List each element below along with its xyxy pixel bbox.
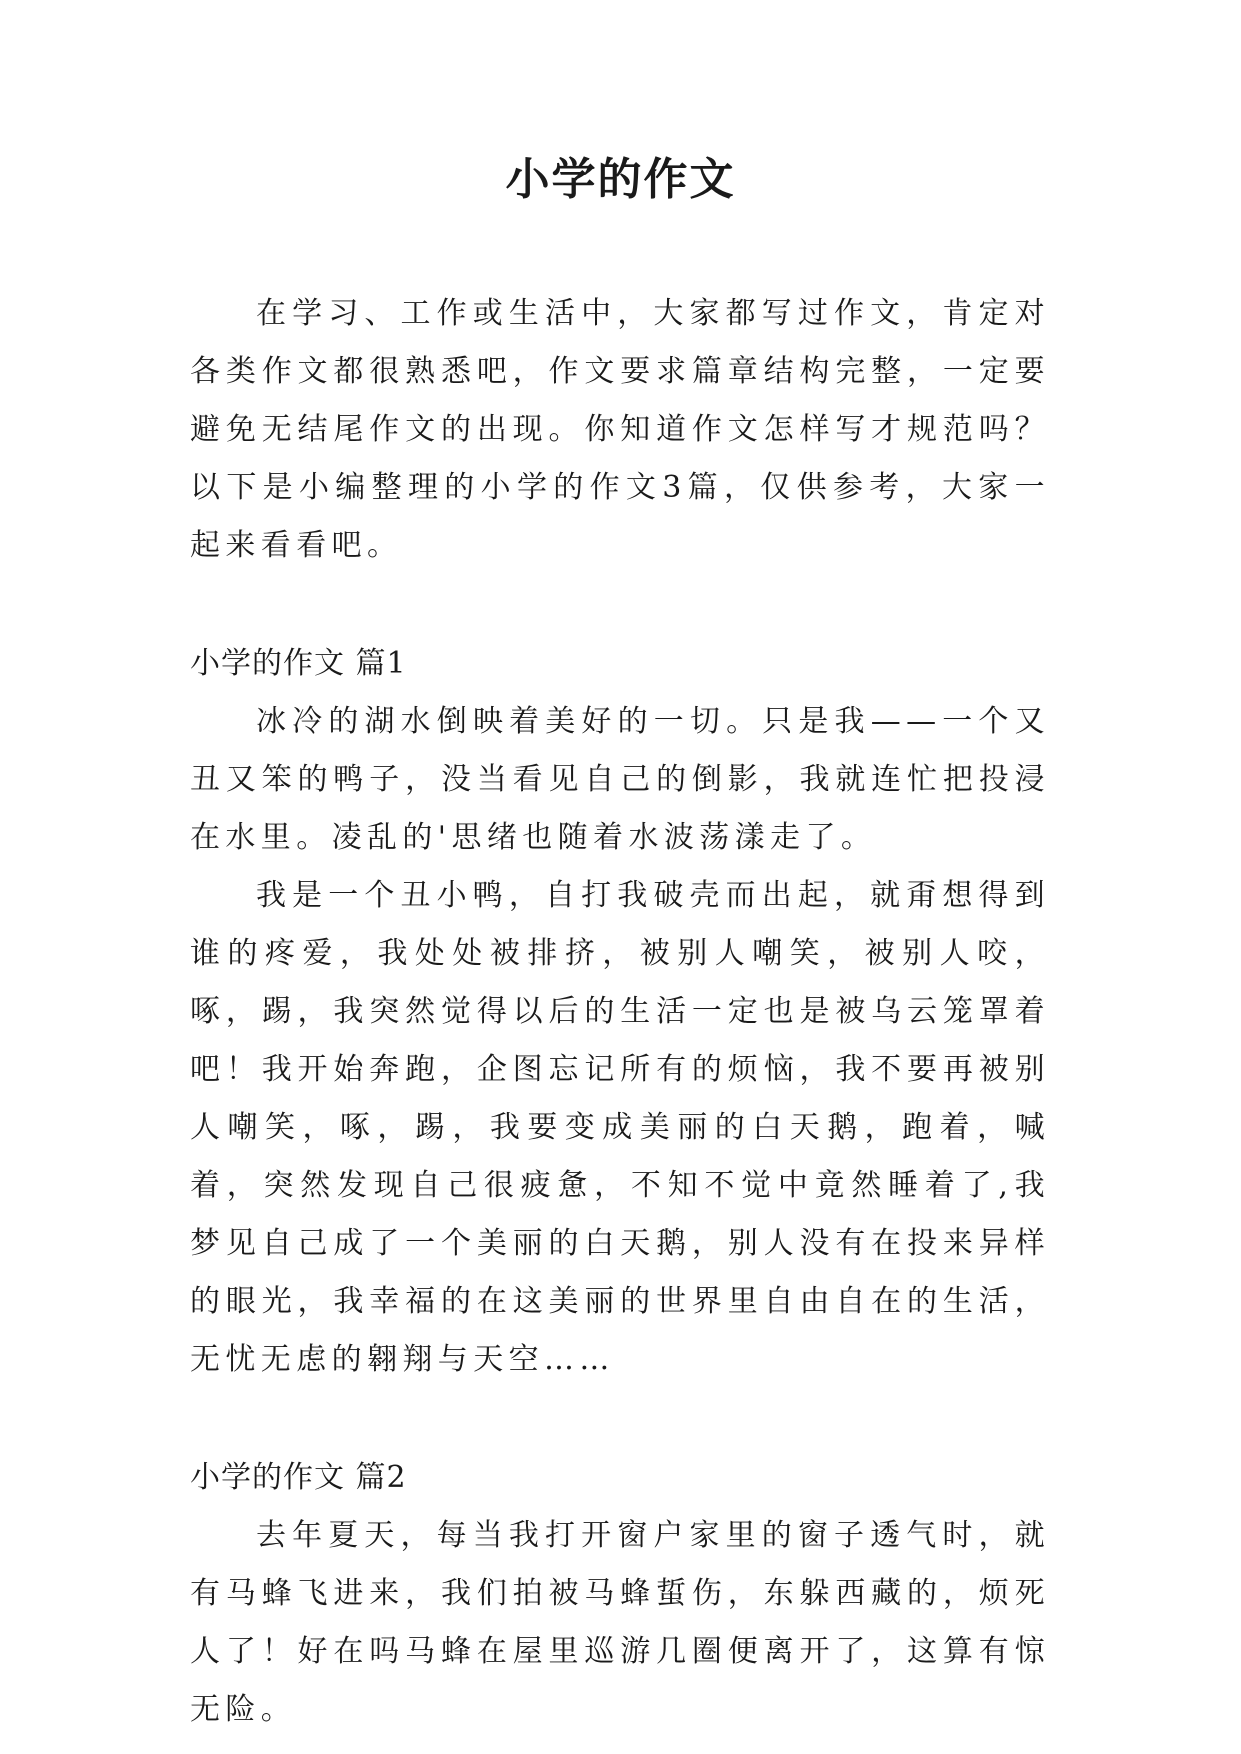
document-title: 小学的作文 <box>505 154 736 205</box>
document-body <box>190 285 1050 1739</box>
section-paragraph: 我是一个丑小鸭，自打我破壳而出起，就甭想得到谁的疼爱，我处处被排挤，被别人嘲笑，被别人咬，啄，踢，我突然觉得以后的生活一定也是被乌云笼罩着吧！我开始奔跑，企图忘记所有的烦恼，我不要再被别人嘲笑，啄，踢，我要变成美丽的白天鹅，跑着，喊着，突然发现自己很疲惫，不知不觉中竟然睡着了,我梦见自己成了一个美丽的白天鹅，别人没有在投来异样的眼光，我幸福的在这美丽的世界里自由自在的生活，无忧无虑的翱翔与天空…… <box>190 878 1050 1377</box>
section-heading: 小学的作文 篇1 <box>190 646 407 681</box>
section-heading: 小学的作文 篇2 <box>190 1460 407 1495</box>
intro-paragraph: 在学习、工作或生活中，大家都写过作文，肯定对各类作文都很熟悉吧，作文要求篇章结构完整，一定要避免无结尾作文的出现。你知道作文怎样写才规范吗？以下是小编整理的小学的作文3篇，仅供参考，大家一起来看看吧。 <box>190 296 1050 563</box>
section-1 <box>190 635 1050 1389</box>
section-paragraph: 冰冷的湖水倒映着美好的一切。只是我——一个又丑又笨的鸭子，没当看见自己的倒影，我就连忙把投浸在水里。凌乱的'思绪也随着水波荡漾走了。 <box>190 704 1050 855</box>
section-paragraph: 去年夏天，每当我打开窗户家里的窗子透气时，就有马蜂飞进来，我们拍被马蜂蜇伤，东躲西藏的，烦死人了！好在吗马蜂在屋里巡游几圈便离开了，这算有惊无险。 <box>190 1518 1050 1727</box>
section-2 <box>190 1449 1050 1739</box>
